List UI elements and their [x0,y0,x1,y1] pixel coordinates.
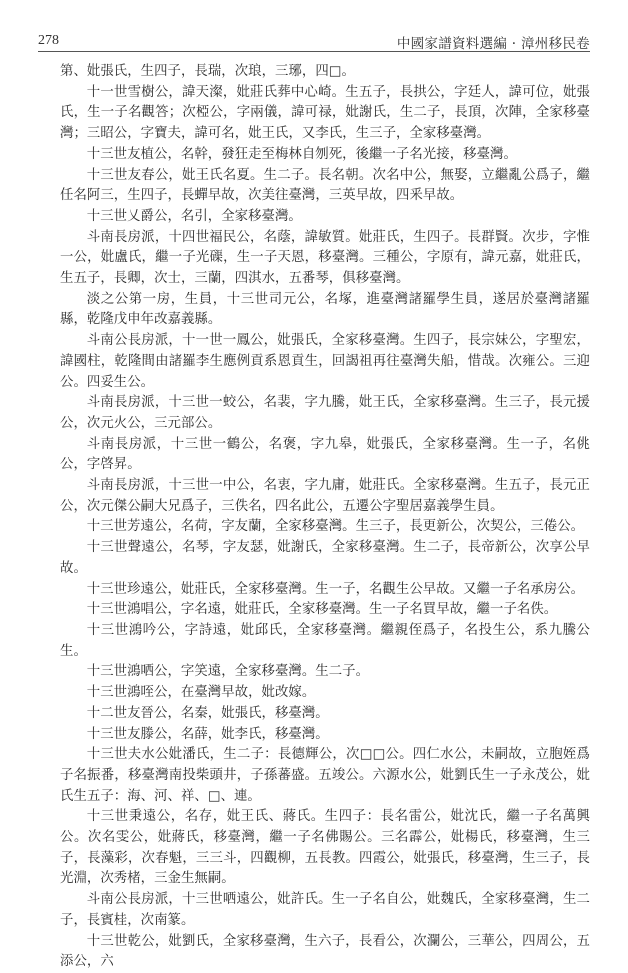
paragraph: 十三世鴻唱公，字名遠，妣莊氏，全家移臺灣。生一子名買早故，繼一子名佚。 [86,602,558,618]
running-head: 中國家譜資料選編 · 漳州移民卷 [396,36,590,52]
page-number: 278 [38,33,59,48]
paragraph: 十三世乾公，妣劉氏，全家移臺灣，生六子，長看公，次瀾公，三華公，四周公，五添公，六 [60,933,590,970]
paragraph: 十三世秉遠公，名存，妣王氏、蔣氏。生四子：長名雷公，妣沈氏，繼一子名萬興公。次名雯公，妣蔣氏，移臺灣，繼一子名佛賜公。三名霹公，妣楊氏，移臺灣，生三子，長藻彩，次春魁，三三斗，四觀柳，五長教。四霞公，妣張氏，移臺灣，生三子，長光淵，次秀楮，三金生無嗣。 [60,809,590,887]
paragraph: 十三世友春公，妣王氏名夏。生二子。長名朝。次名中公，無娶，立繼亂公爲子，繼任名阿三，生四子，長蟬早故，次美往臺灣，三英早故，四釆早故。 [60,167,590,204]
paragraph: 第、妣張氏，生四子，長瑞，次琅，三琊，四□。 [60,64,355,79]
paragraph: 斗南公長房派，十一世一鳳公，妣張氏，全家移臺灣。生四子，長宗妹公，字聖宏，諱國柱，乾隆間由諸羅李生應例貢系恩貢生，回謁祖再往臺灣失船，惜哉。次雍公。三迎公。四妥生公。 [60,333,590,390]
body-text [60,62,590,973]
paragraph: 十三世乂爵公，名引，全家移臺灣。 [86,208,302,224]
paragraph: 斗南長房派，十三世一中公，名衷，字九庸，妣莊氏。全家移臺灣。生五子，長元正公，次元傑公嗣大兄爲子，三佚名，四名此公，五遷公字聖居嘉義學生員。 [60,478,590,514]
paragraph: 淡之公第一房，生員，十三世司元公，名塚，進臺灣諸羅學生員，遂居於臺灣諸羅縣，乾隆戊申年改嘉義縣。 [60,291,590,328]
paragraph: 十三世友滕公，名薛，妣李氏，移臺灣。 [86,726,329,742]
paragraph: 十三世芳遠公，名荷，字友蘭，全家移臺灣。生三子，長更新公，次契公，三倦公。 [86,519,585,535]
page-header [38,31,590,52]
paragraph: 斗南長房派，十三世一蛟公，名裴，字九騰，妣王氏，全家移臺灣。生三子，長元援公，次元火公，三元部公。 [60,395,590,431]
paragraph: 斗南長房派，十四世福民公，名蔭，諱敏質。妣莊氏，生四子。長群賢。次步，字惟一公，妣盧氏，繼一子光磲，生一子天恩，移臺灣。三種公，字原有，諱元嘉，妣莊氏，生五子，長卿，次士，三蘭，四淇水，五番琴，俱移臺灣。 [60,229,590,287]
paragraph: 十三世鴻咥公，在臺灣早故，妣改嫁。 [86,685,316,701]
paragraph: 十三世夫水公妣潘氏，生二子：長德輝公，次□□公。四仁水公，未嗣故，立胞姪爲子名振番，移臺灣南投柴頭井，子孫蕃盛。五竣公。六源水公，妣劉氏生一子永茂公，妣氏生五子：海、河、祥、□、連。 [60,747,590,804]
paragraph: 十三世珍遠公，妣莊氏，全家移臺灣。生一子，名觀生公早故。又繼一子名承房公。 [86,581,585,597]
paragraph: 斗南公長房派，十三世哂遠公，妣許氏。生一子名自公，妣魏氏，全家移臺灣，生二子，長賓桂，次南篆。 [60,892,590,928]
paragraph: 十二世友晉公，名秦，妣張氏，移臺灣。 [86,705,329,721]
paragraph: 十三世友植公，名幹，發狂走至梅林自刎死，後繼一子名光接，移臺灣。 [86,146,517,162]
paragraph: 十三世聲遠公，名琴，字友瑟，妣謝氏，全家移臺灣。生二子，長帝新公，次享公早故。 [60,540,590,576]
paragraph: 十一世雪樹公，諱天澯，妣莊氏葬中心崎。生五子，長拱公，字廷人，諱可位，妣張氏，生一子名觀答；次椏公，字兩儀，諱可禄，妣謝氏，生二子，長頂，次陣，全家移臺灣；三昭公，字寶夫，諱可名，妣王氏，又李氏，生三子，全家移臺灣。 [60,84,590,142]
paragraph: 斗南長房派，十三世一鶴公，名褒，字九皋，妣張氏，全家移臺灣。生一子，名佻公，字啓昇。 [60,436,590,473]
paragraph: 十三世鴻哂公，字笑遠，全家移臺灣。生二子。 [86,664,370,680]
paragraph: 十三世鴻吟公，字詩遠，妣邱氏，全家移臺灣。繼親侄爲子，名投生公，系九騰公生。 [60,622,590,659]
